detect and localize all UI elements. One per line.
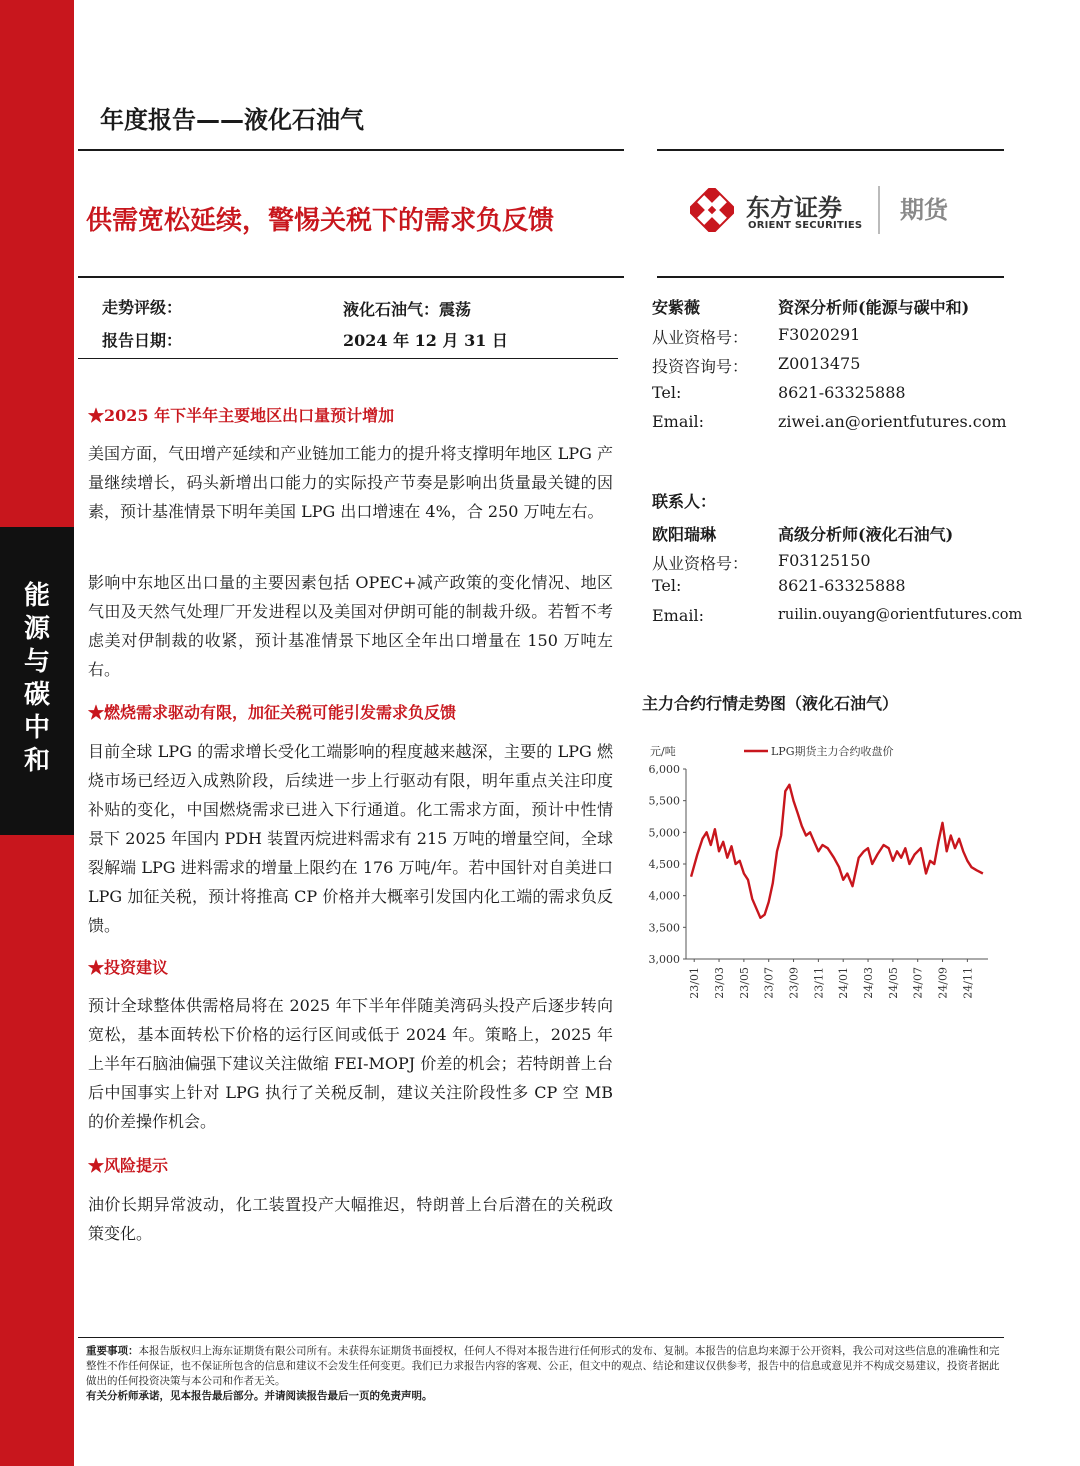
analyst1-inv: Z0013475 [778,354,861,373]
sidebar-char: 能 [23,581,50,611]
section-paragraph: 影响中东地区出口量的主要因素包括 OPEC+减产政策的变化情况、地区气田及天然气处理厂开发进程以及美国对伊朗可能的制裁升级。若暂不考虑美对伊制裁的收紧，预计基准情景下地区全年出口增量在 150 万吨左右。 [88,573,613,679]
section-title: ★风险提示 [88,1156,169,1175]
analyst1-name: 安紫薇 [652,298,701,317]
legend-label: LPG期货主力合约收盘价 [771,745,894,758]
disclaimer-text: 本报告版权归上海东证期货有限公司所有。未获得东证期货书面授权，任何人不得对本报告进行任何形式的发布、复制。本报告的信息均来源于公开资料，我公司对这些信息的准确性和完整性不作任何保证，也不保证所包含的信息和建议不会发生任何变更。我们已力求报告内容的客观、公正，但文中的观点、结论和建议仅供参考，报告中的信息或意见并不构成交易建议，投资者据此做出的任何投资决策与本公司和作者无关。 [86,1345,1000,1387]
logo-separator [878,186,880,234]
sidebar-category-label [0,580,74,778]
sidebar-char: 碳 [23,680,50,710]
company-logo [690,186,970,236]
analyst2-email[interactable]: ruilin.ouyang@orientfutures.com [778,607,1023,623]
y-tick-label: 3,500 [648,921,680,935]
section-title: ★投资建议 [88,958,169,977]
analyst2-title: 高级分析师(液化石油气) [778,525,954,544]
report-type: 年度报告——液化石油气 [100,106,364,134]
section-paragraph: 预计全球整体供需格局将在 2025 年下半年伴随美湾码头投产后逐步转向宽松，基本面转松下价格的运行区间或低于 2024 年。策略上，2025 年上半年石脑油偏强下建议关注做缩 FEI-MOPJ 价差的机会；若特朗普上台后中国事实上针对 LPG 执行了关税反制，建议关注阶段性多 CP 空 MB 的价差操作机会。 [88,996,613,1131]
analyst1-title: 资深分析师(能源与碳中和) [778,298,970,317]
disclaimer [86,1344,1008,1404]
x-tick-label: 24/07 [911,967,925,999]
x-tick-label: 23/05 [737,967,751,999]
divider [657,276,1004,278]
disclaimer-last-line: 有关分析师承诺，见本报告最后部分。并请阅读报告最后一页的免责声明。 [86,1390,433,1402]
analyst2-cert: F03125150 [778,551,871,570]
section-paragraph: 目前全球 LPG 的需求增长受化工端影响的程度越来越深，主要的 LPG 燃烧市场已经迈入成熟阶段，后续进一步上行驱动有限，明年重点关注印度补贴的变化，中国燃烧需求已进入下行通道。化工需求方面，预计中性情景下 2025 年国内 PDH 装置丙烷进料需求有 215 万吨的增量空间，全球裂解端 LPG 进料需求的增量上限约在 176 万吨/年。若中国针对自美进口 LPG 加征关税，预计将推高 CP 价格并大概率引发国内化工端的需求负反馈。 [88,742,613,935]
logo-mark-icon [690,188,734,232]
divider [657,149,1004,151]
x-tick-label: 23/11 [812,967,826,999]
section-paragraph: 油价长期异常波动，化工装置投产大幅推迟，特朗普上台后潜在的关税政策变化。 [88,1195,613,1243]
x-tick-label: 23/01 [688,967,702,999]
series-line [691,785,983,918]
section-paragraph: 美国方面，气田增产延续和产业链加工能力的提升将支撑明年地区 LPG 产量继续增长，码头新增出口能力的实际投产节奏是影响出货量最关键的因素，预计基准情景下明年美国 LPG 出口增速在 4%，合 250 万吨左右。 [88,444,613,521]
date-value: 2024 年 12 月 31 日 [343,331,508,350]
sidebar-red-bottom [0,835,74,1466]
divider [78,1337,1004,1338]
sidebar-char: 中 [23,713,50,743]
x-tick-label: 24/01 [837,967,851,999]
x-tick-label: 24/11 [961,967,975,999]
report-headline: 供需宽松延续，警惕关税下的需求负反馈 [86,206,555,236]
analyst1-email[interactable]: ziwei.an@orientfutures.com [778,412,1007,431]
x-tick-label: 24/09 [936,967,950,999]
y-tick-label: 4,000 [648,889,680,903]
x-tick-label: 23/07 [762,967,776,999]
analyst1-cert-label: 从业资格号： [652,328,749,347]
analyst2-cert-label: 从业资格号： [652,554,749,573]
x-tick-label: 24/03 [862,967,876,999]
divider [78,149,624,151]
analyst2-tel-label: Tel: [652,576,682,595]
analyst1-inv-label: 投资咨询号： [652,357,749,376]
divider [78,358,618,359]
x-tick-label: 23/09 [787,967,801,999]
y-tick-label: 3,000 [648,953,680,966]
analyst1-cert: F3020291 [778,325,861,344]
analyst1-tel-label: Tel: [652,383,682,402]
analyst1-tel: 8621-63325888 [778,383,906,402]
sidebar-char: 与 [23,647,50,677]
section-title: ★2025 年下半年主要地区出口量预计增加 [88,406,395,425]
sidebar-char: 和 [23,746,50,776]
y-tick-label: 5,500 [648,794,680,808]
sidebar-red-top [0,0,74,527]
x-tick-label: 23/03 [713,967,727,999]
logo-name-en: ORIENT SECURITIES [748,220,863,231]
analyst2-email-label: Email: [652,606,705,625]
rating-label: 走势评级： [102,298,183,317]
date-label: 报告日期： [102,331,183,350]
section-title: ★燃烧需求驱动有限，加征关税可能引发需求负反馈 [88,703,457,722]
contact-label: 联系人： [652,492,717,511]
divider [78,276,624,278]
chart-title: 主力合约行情走势图（液化石油气） [642,694,899,713]
logo-name-cn: 东方证券 [746,194,842,222]
sidebar-char: 源 [23,614,50,644]
y-axis-label: 元/吨 [650,745,676,758]
y-tick-label: 5,000 [648,826,680,840]
analyst2-name: 欧阳瑞琳 [652,525,717,544]
rating-value: 液化石油气：震荡 [343,300,472,319]
x-tick-label: 24/05 [886,967,900,999]
logo-suffix: 期货 [900,196,948,224]
y-tick-label: 4,500 [648,858,680,871]
analyst1-email-label: Email: [652,412,705,431]
analyst2-tel: 8621-63325888 [778,576,906,595]
disclaimer-label: 重要事项： [86,1345,139,1357]
y-tick-label: 6,000 [648,763,680,776]
price-chart [636,735,1004,1015]
